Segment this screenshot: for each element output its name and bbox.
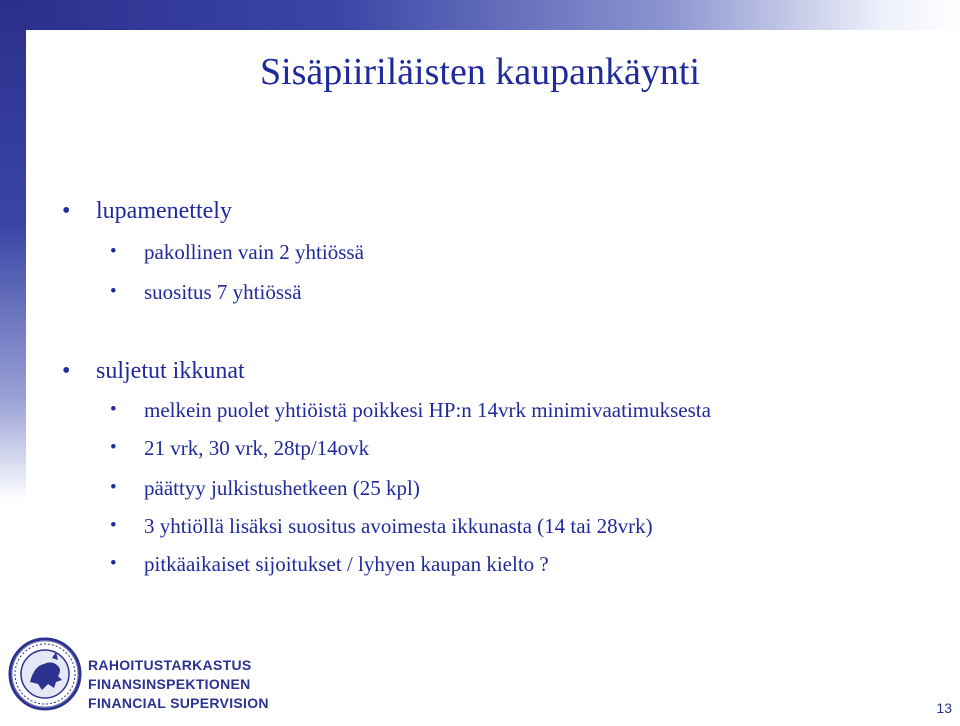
sub-bullet-text: 21 vrk, 30 vrk, 28tp/14ovk [144, 436, 370, 460]
sub-bullet [110, 514, 653, 539]
bullet-dot-icon: • [62, 358, 71, 384]
sub-bullet [110, 398, 711, 423]
bullet-text: suljetut ikkunat [96, 358, 245, 384]
organization-logo [8, 630, 288, 722]
bullet-dot-icon: • [110, 399, 117, 420]
slide-title: Sisäpiiriläisten kaupankäynti [259, 51, 701, 93]
sub-bullet [110, 280, 302, 305]
lion-seal-icon [8, 630, 82, 718]
sub-bullet [110, 436, 369, 461]
sub-bullet [110, 552, 549, 577]
logo-line-1: RAHOITUSTARKASTUS [88, 657, 252, 673]
bullet-text: lupamenettely [96, 198, 232, 224]
bullet-dot-icon: • [110, 241, 117, 262]
sub-bullet-text: pakollinen vain 2 yhtiössä [144, 240, 364, 264]
logo-text [88, 656, 269, 713]
bullet-lupamenettely [62, 198, 232, 225]
page-number: 13 [936, 700, 952, 716]
bullet-suljetut-ikkunat [62, 358, 245, 385]
sub-bullet-text: pitkäaikaiset sijoitukset / lyhyen kaupan kielto ? [144, 552, 549, 576]
sub-bullet-text: melkein puolet yhtiöistä poikkesi HP:n 14vrk minimivaatimuksesta [144, 398, 711, 422]
logo-line-3: FINANCIAL SUPERVISION [88, 695, 269, 711]
sub-bullet [110, 476, 420, 501]
sub-bullet-text: päättyy julkistushetkeen (25 kpl) [144, 476, 420, 500]
sub-bullet-text: 3 yhtiöllä lisäksi suositus avoimesta ikkunasta (14 tai 28vrk) [144, 514, 653, 538]
sub-bullet [110, 240, 364, 265]
bullet-dot-icon: • [62, 198, 71, 224]
bullet-dot-icon: • [110, 477, 117, 498]
logo-line-2: FINANSINSPEKTIONEN [88, 676, 251, 692]
sub-bullet-text: suositus 7 yhtiössä [144, 280, 302, 304]
bullet-dot-icon: • [110, 437, 117, 458]
bullet-dot-icon: • [110, 553, 117, 574]
bullet-dot-icon: • [110, 281, 117, 302]
bullet-dot-icon: • [110, 515, 117, 536]
top-frame-bar [0, 0, 960, 30]
